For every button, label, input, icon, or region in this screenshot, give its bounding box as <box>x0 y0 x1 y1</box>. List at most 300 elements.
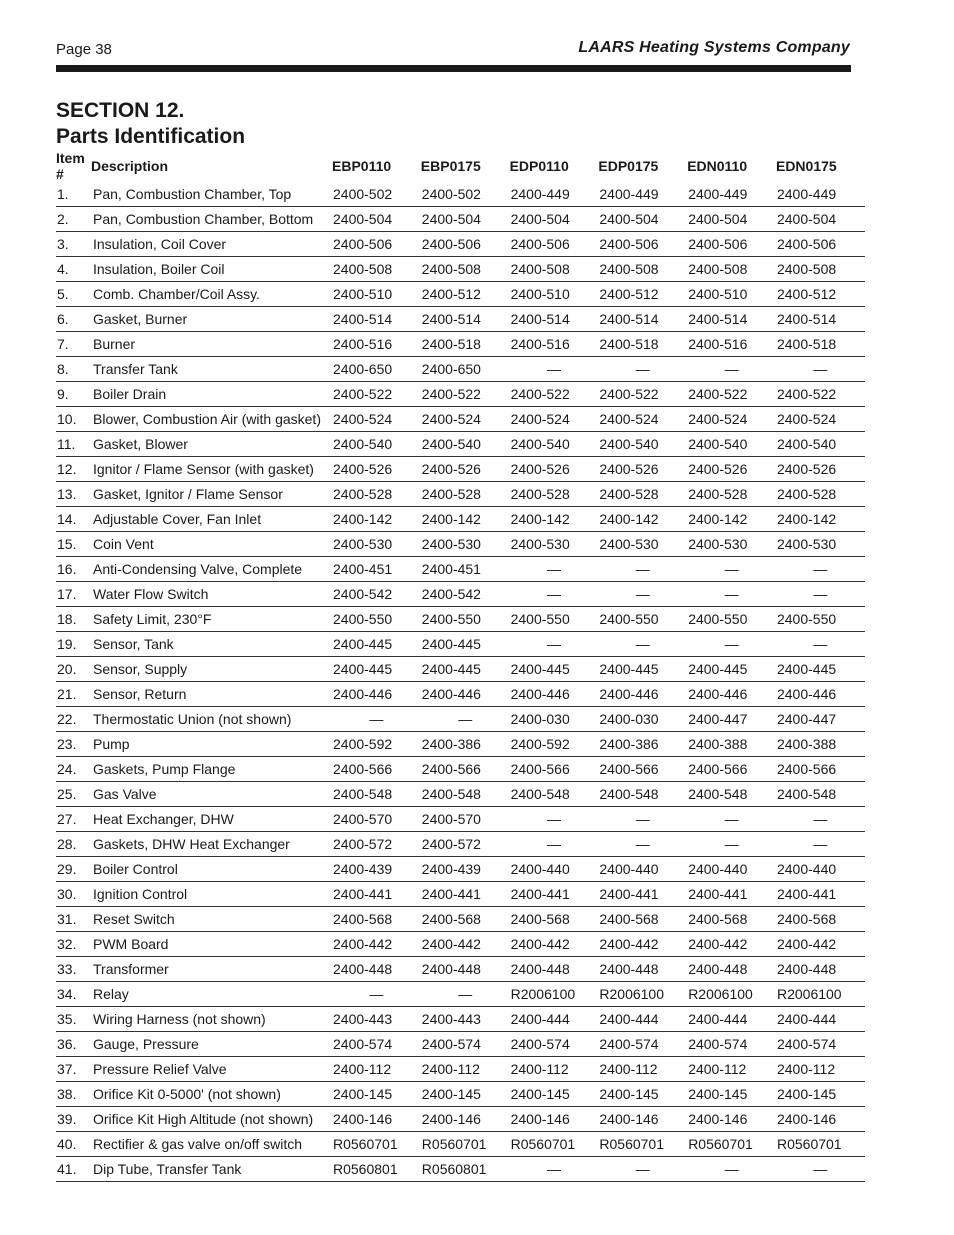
cell-edn0110: R2006100 <box>687 982 776 1007</box>
cell-edp0175: R0560701 <box>598 1132 687 1157</box>
table-row <box>56 532 865 557</box>
cell-item-number: 37. <box>56 1057 91 1082</box>
cell-edn0175: 2400-146 <box>776 1107 865 1132</box>
cell-edn0110: 2400-566 <box>687 757 776 782</box>
table-row <box>56 357 865 382</box>
cell-item-number: 40. <box>56 1132 91 1157</box>
cell-item-number: 27. <box>56 807 91 832</box>
column-header-description: Description <box>91 158 169 174</box>
cell-edn0175: 2400-440 <box>776 857 865 882</box>
column-header-edp0175: EDP0175 <box>598 158 659 174</box>
cell-edn0175: 2400-540 <box>776 432 865 457</box>
cell-edp0110: 2400-449 <box>510 182 599 207</box>
cell-item-number: 21. <box>56 682 91 707</box>
cell-edp0110: 2400-445 <box>510 657 599 682</box>
cell-edn0110: 2400-510 <box>687 282 776 307</box>
cell-description: Reset Switch <box>91 907 332 932</box>
cell-edn0110: 2400-550 <box>687 607 776 632</box>
cell-edp0175: 2400-441 <box>598 882 687 907</box>
table-row <box>56 1157 865 1182</box>
table-row <box>56 632 865 657</box>
cell-item-number: 7. <box>56 332 91 357</box>
cell-edp0110: R0560701 <box>510 1132 599 1157</box>
cell-description: Orifice Kit 0-5000' (not shown) <box>91 1082 332 1107</box>
cell-description: Ignition Control <box>91 882 332 907</box>
cell-edn0110: — <box>687 357 776 382</box>
cell-ebp0175: 2400-504 <box>421 207 510 232</box>
cell-ebp0110: 2400-550 <box>332 607 421 632</box>
table-row <box>56 207 865 232</box>
table-row <box>56 1082 865 1107</box>
cell-edp0175: R2006100 <box>598 982 687 1007</box>
cell-ebp0110: 2400-542 <box>332 582 421 607</box>
cell-edp0110: 2400-548 <box>510 782 599 807</box>
column-header-edn0175: EDN0175 <box>775 158 837 174</box>
cell-edp0175: — <box>598 807 687 832</box>
cell-description: Blower, Combustion Air (with gasket) <box>91 407 332 432</box>
table-row <box>56 432 865 457</box>
cell-edn0175: 2400-142 <box>776 507 865 532</box>
cell-item-number: 25. <box>56 782 91 807</box>
cell-description: Transfer Tank <box>91 357 332 382</box>
cell-edp0110: 2400-574 <box>510 1032 599 1057</box>
cell-description: Pump <box>91 732 332 757</box>
cell-item-number: 15. <box>56 532 91 557</box>
cell-edn0175: 2400-548 <box>776 782 865 807</box>
table-row <box>56 682 865 707</box>
cell-ebp0110: 2400-146 <box>332 1107 421 1132</box>
cell-ebp0175: 2400-439 <box>421 857 510 882</box>
cell-edp0110: R2006100 <box>510 982 599 1007</box>
cell-ebp0175: 2400-145 <box>421 1082 510 1107</box>
table-row <box>56 582 865 607</box>
cell-item-number: 35. <box>56 1007 91 1032</box>
cell-edn0110: — <box>687 1157 776 1182</box>
cell-ebp0110: 2400-451 <box>332 557 421 582</box>
cell-description: Pressure Relief Valve <box>91 1057 332 1082</box>
cell-item-number: 32. <box>56 932 91 957</box>
cell-edp0175: 2400-524 <box>598 407 687 432</box>
section-heading: Parts Identification <box>56 125 246 148</box>
cell-ebp0175: 2400-550 <box>421 607 510 632</box>
parts-table <box>56 150 865 1182</box>
cell-edn0175: — <box>776 632 865 657</box>
cell-edp0110: 2400-142 <box>510 507 599 532</box>
cell-edp0175: 2400-030 <box>598 707 687 732</box>
cell-ebp0110: 2400-530 <box>332 532 421 557</box>
table-row <box>56 232 865 257</box>
cell-description: Sensor, Supply <box>91 657 332 682</box>
cell-ebp0110: 2400-446 <box>332 682 421 707</box>
cell-edp0110: 2400-526 <box>510 457 599 482</box>
cell-ebp0110: 2400-145 <box>332 1082 421 1107</box>
table-row <box>56 332 865 357</box>
cell-edn0175: — <box>776 807 865 832</box>
cell-edn0110: 2400-508 <box>687 257 776 282</box>
cell-ebp0175: 2400-446 <box>421 682 510 707</box>
cell-edn0110: 2400-524 <box>687 407 776 432</box>
column-header-edn0110: EDN0110 <box>687 158 748 174</box>
cell-item-number: 30. <box>56 882 91 907</box>
cell-item-number: 16. <box>56 557 91 582</box>
cell-edn0110: 2400-112 <box>687 1057 776 1082</box>
cell-description: Coin Vent <box>91 532 332 557</box>
cell-description: Gaskets, DHW Heat Exchanger <box>91 832 332 857</box>
cell-edn0175: 2400-574 <box>776 1032 865 1057</box>
cell-edp0110: 2400-592 <box>510 732 599 757</box>
cell-edp0110: — <box>510 832 599 857</box>
cell-item-number: 20. <box>56 657 91 682</box>
cell-edn0110: 2400-441 <box>687 882 776 907</box>
cell-description: Thermostatic Union (not shown) <box>91 707 332 732</box>
cell-ebp0110: 2400-504 <box>332 207 421 232</box>
cell-edp0110: 2400-516 <box>510 332 599 357</box>
cell-ebp0175: 2400-574 <box>421 1032 510 1057</box>
cell-ebp0110: 2400-650 <box>332 357 421 382</box>
cell-edn0110: 2400-504 <box>687 207 776 232</box>
cell-edp0110: 2400-508 <box>510 257 599 282</box>
cell-edn0110: 2400-516 <box>687 332 776 357</box>
cell-edp0110: 2400-440 <box>510 857 599 882</box>
cell-ebp0175: 2400-506 <box>421 232 510 257</box>
table-row <box>56 482 865 507</box>
cell-edn0175: 2400-449 <box>776 182 865 207</box>
table-row <box>56 657 865 682</box>
cell-edn0110: 2400-440 <box>687 857 776 882</box>
cell-edn0110: 2400-522 <box>687 382 776 407</box>
cell-edp0110: 2400-528 <box>510 482 599 507</box>
column-header-item-number: Item # <box>56 150 85 182</box>
cell-edn0110: 2400-448 <box>687 957 776 982</box>
cell-edp0175: 2400-146 <box>598 1107 687 1132</box>
cell-item-number: 1. <box>56 182 91 207</box>
cell-item-number: 6. <box>56 307 91 332</box>
cell-edn0175: — <box>776 357 865 382</box>
cell-description: Sensor, Return <box>91 682 332 707</box>
cell-edp0175: 2400-566 <box>598 757 687 782</box>
cell-ebp0110: 2400-566 <box>332 757 421 782</box>
cell-edn0110: 2400-528 <box>687 482 776 507</box>
cell-edp0175: 2400-528 <box>598 482 687 507</box>
cell-edp0110: 2400-510 <box>510 282 599 307</box>
cell-edn0175: 2400-550 <box>776 607 865 632</box>
cell-edn0110: 2400-574 <box>687 1032 776 1057</box>
cell-description: Gasket, Blower <box>91 432 332 457</box>
cell-edp0110: — <box>510 357 599 382</box>
cell-edn0175: — <box>776 1157 865 1182</box>
cell-edn0175: — <box>776 832 865 857</box>
cell-edp0110: — <box>510 557 599 582</box>
table-row <box>56 707 865 732</box>
cell-edp0175: 2400-442 <box>598 932 687 957</box>
cell-item-number: 17. <box>56 582 91 607</box>
cell-edn0175: 2400-566 <box>776 757 865 782</box>
cell-edp0175: 2400-506 <box>598 232 687 257</box>
cell-edn0110: 2400-514 <box>687 307 776 332</box>
cell-ebp0175: 2400-443 <box>421 1007 510 1032</box>
cell-edn0110: 2400-568 <box>687 907 776 932</box>
cell-edp0110: 2400-441 <box>510 882 599 907</box>
cell-item-number: 19. <box>56 632 91 657</box>
cell-edp0175: 2400-522 <box>598 382 687 407</box>
cell-item-number: 28. <box>56 832 91 857</box>
cell-item-number: 3. <box>56 232 91 257</box>
cell-ebp0110: 2400-442 <box>332 932 421 957</box>
cell-ebp0110: 2400-570 <box>332 807 421 832</box>
cell-edp0175: 2400-548 <box>598 782 687 807</box>
cell-edp0175: 2400-518 <box>598 332 687 357</box>
cell-ebp0175: 2400-502 <box>421 182 510 207</box>
table-row <box>56 732 865 757</box>
cell-edp0175: — <box>598 632 687 657</box>
cell-item-number: 9. <box>56 382 91 407</box>
cell-edp0175: — <box>598 1157 687 1182</box>
cell-edn0175: R2006100 <box>776 982 865 1007</box>
cell-item-number: 11. <box>56 432 91 457</box>
cell-ebp0175: 2400-441 <box>421 882 510 907</box>
cell-description: Gasket, Ignitor / Flame Sensor <box>91 482 332 507</box>
cell-ebp0175: 2400-570 <box>421 807 510 832</box>
cell-description: Burner <box>91 332 332 357</box>
cell-ebp0110: 2400-112 <box>332 1057 421 1082</box>
cell-edp0110: 2400-504 <box>510 207 599 232</box>
cell-edp0175: 2400-574 <box>598 1032 687 1057</box>
cell-item-number: 5. <box>56 282 91 307</box>
cell-ebp0175: 2400-542 <box>421 582 510 607</box>
cell-ebp0110: 2400-506 <box>332 232 421 257</box>
cell-ebp0110: 2400-524 <box>332 407 421 432</box>
cell-ebp0175: 2400-526 <box>421 457 510 482</box>
cell-item-number: 12. <box>56 457 91 482</box>
cell-edp0175: 2400-540 <box>598 432 687 457</box>
cell-ebp0110: 2400-568 <box>332 907 421 932</box>
cell-ebp0110: 2400-445 <box>332 657 421 682</box>
cell-edp0175: 2400-142 <box>598 507 687 532</box>
cell-edp0175: 2400-446 <box>598 682 687 707</box>
cell-ebp0175: 2400-530 <box>421 532 510 557</box>
section-title <box>56 98 245 150</box>
cell-edp0175: 2400-508 <box>598 257 687 282</box>
cell-edn0175: 2400-447 <box>776 707 865 732</box>
cell-edn0110: — <box>687 582 776 607</box>
cell-ebp0110: 2400-508 <box>332 257 421 282</box>
cell-ebp0110: R0560701 <box>332 1132 421 1157</box>
cell-ebp0110: 2400-528 <box>332 482 421 507</box>
cell-edp0110: 2400-112 <box>510 1057 599 1082</box>
cell-ebp0110: 2400-516 <box>332 332 421 357</box>
cell-edp0175: 2400-526 <box>598 457 687 482</box>
cell-description: Water Flow Switch <box>91 582 332 607</box>
cell-description: Insulation, Boiler Coil <box>91 257 332 282</box>
cell-edp0110: 2400-524 <box>510 407 599 432</box>
cell-edn0175: 2400-448 <box>776 957 865 982</box>
cell-edn0175: 2400-526 <box>776 457 865 482</box>
cell-description: Wiring Harness (not shown) <box>91 1007 332 1032</box>
cell-edn0110: 2400-445 <box>687 657 776 682</box>
cell-edn0175: 2400-514 <box>776 307 865 332</box>
table-row <box>56 907 865 932</box>
cell-item-number: 10. <box>56 407 91 432</box>
cell-edn0175: 2400-446 <box>776 682 865 707</box>
cell-description: Anti-Condensing Valve, Complete <box>91 557 332 582</box>
table-row <box>56 832 865 857</box>
cell-edp0110: 2400-568 <box>510 907 599 932</box>
cell-edp0175: 2400-444 <box>598 1007 687 1032</box>
table-row <box>56 382 865 407</box>
cell-edp0175: 2400-449 <box>598 182 687 207</box>
cell-edp0110: — <box>510 582 599 607</box>
cell-item-number: 36. <box>56 1032 91 1057</box>
cell-item-number: 38. <box>56 1082 91 1107</box>
header-rule <box>56 65 851 72</box>
cell-edp0175: 2400-440 <box>598 857 687 882</box>
cell-ebp0110: 2400-572 <box>332 832 421 857</box>
cell-edp0110: — <box>510 807 599 832</box>
cell-edp0175: 2400-514 <box>598 307 687 332</box>
cell-ebp0110: 2400-522 <box>332 382 421 407</box>
cell-description: Ignitor / Flame Sensor (with gasket) <box>91 457 332 482</box>
cell-description: Insulation, Coil Cover <box>91 232 332 257</box>
cell-item-number: 4. <box>56 257 91 282</box>
cell-description: Adjustable Cover, Fan Inlet <box>91 507 332 532</box>
cell-edn0175: R0560701 <box>776 1132 865 1157</box>
cell-edn0110: 2400-526 <box>687 457 776 482</box>
cell-edn0110: 2400-449 <box>687 182 776 207</box>
cell-edp0175: — <box>598 557 687 582</box>
cell-edp0175: — <box>598 582 687 607</box>
cell-edn0110: — <box>687 557 776 582</box>
cell-edp0110: 2400-146 <box>510 1107 599 1132</box>
cell-edp0175: — <box>598 832 687 857</box>
table-row <box>56 1107 865 1132</box>
cell-edp0110: 2400-506 <box>510 232 599 257</box>
section-number: SECTION 12. <box>56 99 185 122</box>
table-row <box>56 782 865 807</box>
company-name: LAARS Heating Systems Company <box>578 39 850 56</box>
cell-ebp0175: 2400-522 <box>421 382 510 407</box>
cell-ebp0175: 2400-540 <box>421 432 510 457</box>
table-row <box>56 507 865 532</box>
cell-item-number: 2. <box>56 207 91 232</box>
table-row <box>56 932 865 957</box>
cell-edn0175: 2400-524 <box>776 407 865 432</box>
cell-ebp0175: — <box>421 982 510 1007</box>
cell-edp0110: 2400-550 <box>510 607 599 632</box>
cell-edn0110: 2400-146 <box>687 1107 776 1132</box>
column-header-ebp0110: EBP0110 <box>332 158 392 174</box>
cell-ebp0110: 2400-592 <box>332 732 421 757</box>
cell-edp0175: 2400-448 <box>598 957 687 982</box>
cell-edp0110: 2400-514 <box>510 307 599 332</box>
cell-edn0110: 2400-540 <box>687 432 776 457</box>
cell-edp0110: 2400-530 <box>510 532 599 557</box>
cell-ebp0110: — <box>332 982 421 1007</box>
table-row <box>56 1132 865 1157</box>
cell-ebp0175: 2400-451 <box>421 557 510 582</box>
cell-ebp0175: 2400-445 <box>421 657 510 682</box>
cell-edn0175: 2400-522 <box>776 382 865 407</box>
cell-description: Gauge, Pressure <box>91 1032 332 1057</box>
cell-edp0110: — <box>510 632 599 657</box>
table-row <box>56 557 865 582</box>
cell-ebp0110: 2400-540 <box>332 432 421 457</box>
cell-edn0175: 2400-388 <box>776 732 865 757</box>
cell-ebp0110: 2400-441 <box>332 882 421 907</box>
table-row <box>56 257 865 282</box>
cell-ebp0110: 2400-142 <box>332 507 421 532</box>
page-number: Page 38 <box>56 41 112 58</box>
cell-ebp0175: 2400-566 <box>421 757 510 782</box>
cell-description: Boiler Drain <box>91 382 332 407</box>
cell-description: Boiler Control <box>91 857 332 882</box>
cell-item-number: 29. <box>56 857 91 882</box>
table-header-row <box>56 150 865 182</box>
cell-ebp0110: 2400-448 <box>332 957 421 982</box>
cell-edn0175: 2400-504 <box>776 207 865 232</box>
table-body <box>56 182 865 1182</box>
cell-ebp0175: R0560701 <box>421 1132 510 1157</box>
cell-description: Sensor, Tank <box>91 632 332 657</box>
cell-item-number: 41. <box>56 1157 91 1182</box>
table-row <box>56 182 865 207</box>
cell-description: Gaskets, Pump Flange <box>91 757 332 782</box>
cell-edn0110: 2400-145 <box>687 1082 776 1107</box>
table-row <box>56 1057 865 1082</box>
cell-ebp0110: 2400-443 <box>332 1007 421 1032</box>
cell-ebp0175: 2400-524 <box>421 407 510 432</box>
cell-ebp0175: 2400-548 <box>421 782 510 807</box>
cell-edn0110: R0560701 <box>687 1132 776 1157</box>
table-row <box>56 1032 865 1057</box>
cell-edp0175: 2400-512 <box>598 282 687 307</box>
cell-ebp0175: 2400-528 <box>421 482 510 507</box>
cell-ebp0175: R0560801 <box>421 1157 510 1182</box>
cell-ebp0175: 2400-514 <box>421 307 510 332</box>
cell-edp0110: 2400-446 <box>510 682 599 707</box>
cell-edp0110: — <box>510 1157 599 1182</box>
table-row <box>56 857 865 882</box>
cell-edp0175: 2400-386 <box>598 732 687 757</box>
cell-edn0175: 2400-508 <box>776 257 865 282</box>
column-header-edp0110: EDP0110 <box>509 158 569 174</box>
cell-edn0175: 2400-145 <box>776 1082 865 1107</box>
cell-edn0175: 2400-506 <box>776 232 865 257</box>
cell-description: PWM Board <box>91 932 332 957</box>
cell-ebp0110: 2400-574 <box>332 1032 421 1057</box>
cell-edp0110: 2400-448 <box>510 957 599 982</box>
cell-description: Rectifier & gas valve on/off switch <box>91 1132 332 1157</box>
cell-ebp0175: 2400-650 <box>421 357 510 382</box>
cell-edp0110: 2400-522 <box>510 382 599 407</box>
cell-ebp0175: 2400-518 <box>421 332 510 357</box>
cell-item-number: 22. <box>56 707 91 732</box>
cell-description: Pan, Combustion Chamber, Bottom <box>91 207 332 232</box>
cell-edp0175: 2400-530 <box>598 532 687 557</box>
cell-edn0175: 2400-112 <box>776 1057 865 1082</box>
cell-description: Comb. Chamber/Coil Assy. <box>91 282 332 307</box>
cell-edp0175: — <box>598 357 687 382</box>
cell-ebp0110: 2400-514 <box>332 307 421 332</box>
table-row <box>56 1007 865 1032</box>
cell-ebp0175: 2400-512 <box>421 282 510 307</box>
cell-description: Gasket, Burner <box>91 307 332 332</box>
table-row <box>56 807 865 832</box>
cell-ebp0175: 2400-448 <box>421 957 510 982</box>
cell-edp0110: 2400-442 <box>510 932 599 957</box>
table-row <box>56 607 865 632</box>
cell-edn0110: 2400-442 <box>687 932 776 957</box>
cell-ebp0175: 2400-146 <box>421 1107 510 1132</box>
